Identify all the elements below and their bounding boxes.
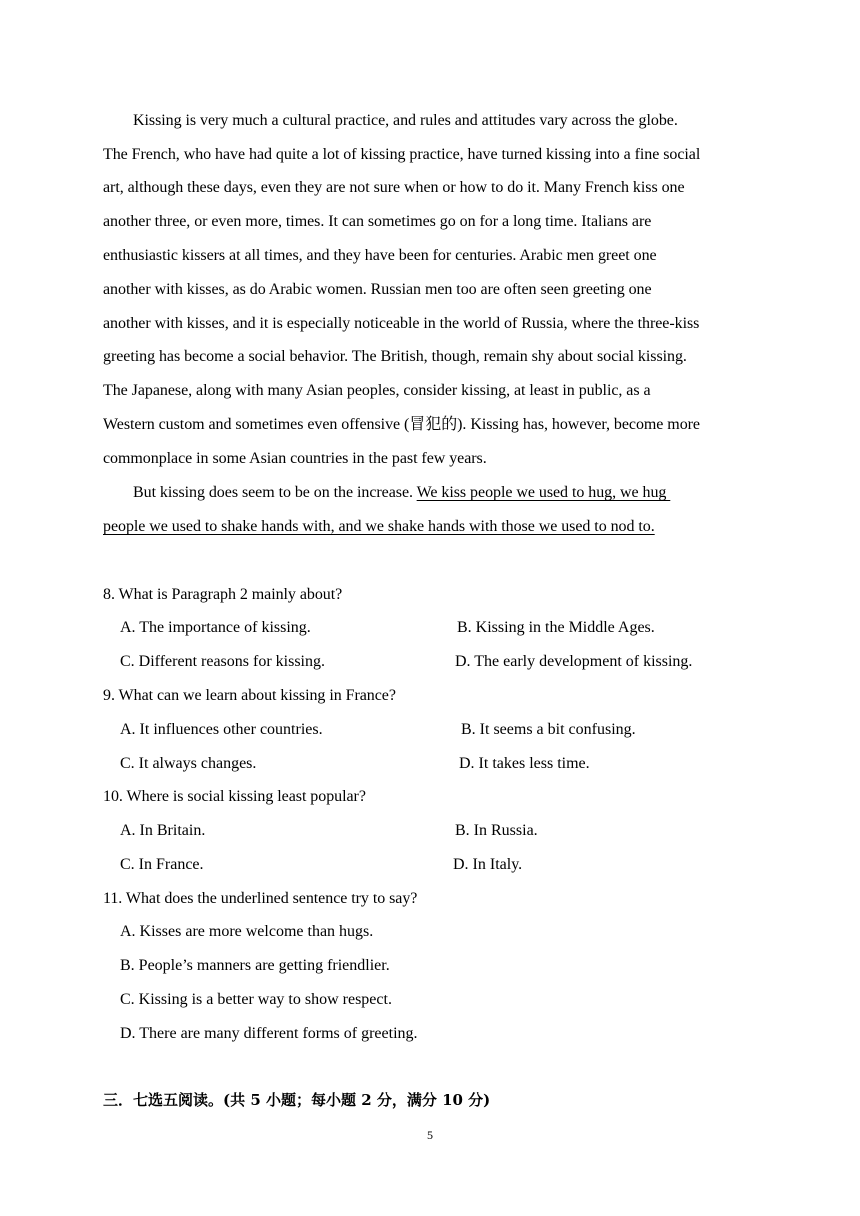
question-9-option-c: C. It always changes. (120, 755, 257, 772)
passage-line-5: enthusiastic kissers at all times, and they have been for centuries. Arabic men greet one (103, 247, 657, 264)
passage-line-10: Western custom and sometimes even offensive (冒犯的). Kissing has, however, become more (103, 416, 700, 433)
question-8-stem: 8. What is Paragraph 2 mainly about? (103, 586, 343, 603)
question-9-stem: 9. What can we learn about kissing in France? (103, 687, 396, 704)
passage-line-9: The Japanese, along with many Asian peoples, consider kissing, at least in public, as a (103, 382, 651, 399)
passage-line-2: The French, who have had quite a lot of kissing practice, have turned kissing into a fine social (103, 146, 701, 163)
question-8-option-d: D. The early development of kissing. (455, 653, 693, 670)
question-9-option-a: A. It influences other countries. (120, 721, 323, 738)
underlined-sentence-part-2: people we used to shake hands with, and we shake hands with those we used to nod to. (103, 518, 655, 535)
underlined-sentence-part-1: We kiss people we used to hug, we hug (416, 484, 671, 501)
passage-line-4: another three, or even more, times. It can sometimes go on for a long time. Italians are (103, 213, 652, 230)
page-number: 5 (427, 1128, 433, 1142)
question-10-option-c: C. In France. (120, 856, 204, 873)
passage-line-1: Kissing is very much a cultural practice, and rules and attitudes vary across the globe. (133, 112, 678, 129)
question-10-option-d: D. In Italy. (453, 856, 523, 873)
question-10-option-a: A. In Britain. (120, 822, 206, 839)
passage-last-paragraph-line-1 (133, 483, 670, 503)
question-11-option-a: A. Kisses are more welcome than hugs. (120, 923, 374, 940)
question-10-stem: 10. Where is social kissing least popular? (103, 788, 366, 805)
question-8-option-a: A. The importance of kissing. (120, 619, 311, 636)
question-11-option-d: D. There are many different forms of greeting. (120, 1025, 418, 1042)
passage-line-11: commonplace in some Asian countries in the past few years. (103, 450, 487, 467)
passage-line-8: greeting has become a social behavior. The British, though, remain shy about social kissing. (103, 348, 687, 365)
question-11-option-b: B. People’s manners are getting friendlier. (120, 957, 390, 974)
passage-line-6: another with kisses, as do Arabic women. Russian men too are often seen greeting one (103, 281, 652, 298)
question-11-option-c: C. Kissing is a better way to show respect. (120, 991, 392, 1008)
question-10-option-b: B. In Russia. (455, 822, 538, 839)
passage-line-7: another with kisses, and it is especially noticeable in the world of Russia, where the three-kiss (103, 315, 700, 332)
passage-last-paragraph-intro: But kissing does seem to be on the increase. (133, 484, 417, 501)
question-8-option-b: B. Kissing in the Middle Ages. (457, 619, 655, 636)
section-heading: 三．七选五阅读。(共 5 小题；每小题 2 分，满分 10 分) (103, 1091, 491, 1109)
question-9-option-b: B. It seems a bit confusing. (461, 721, 636, 738)
question-8-option-c: C. Different reasons for kissing. (120, 653, 325, 670)
passage-line-3: art, although these days, even they are not sure when or how to do it. Many French kiss one (103, 179, 685, 196)
question-11-stem: 11. What does the underlined sentence try to say? (103, 890, 418, 907)
question-9-option-d: D. It takes less time. (459, 755, 590, 772)
